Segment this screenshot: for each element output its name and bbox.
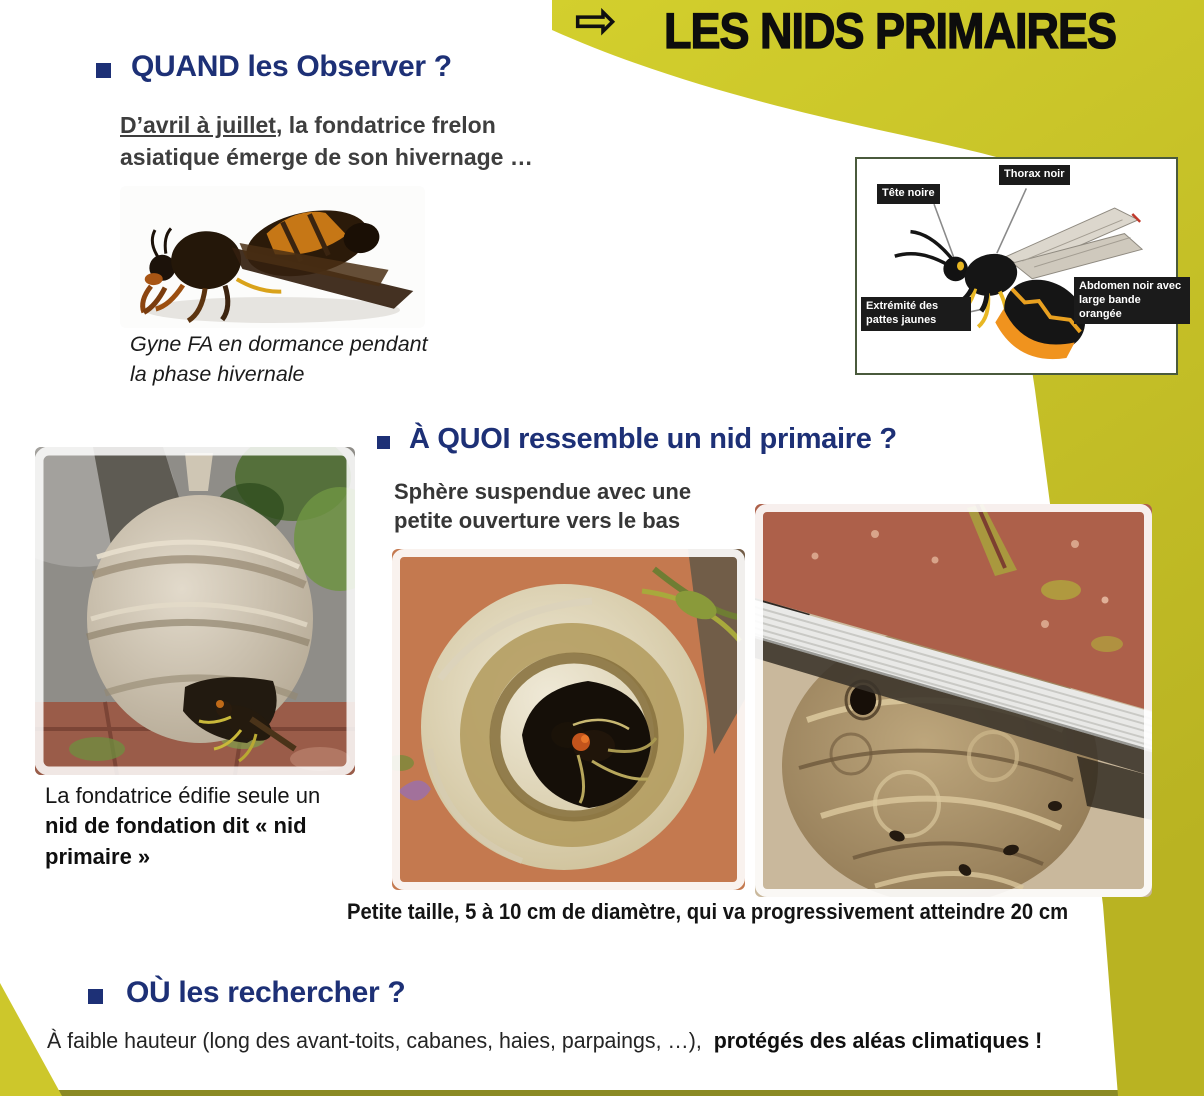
ou-text-bold: protégés des aléas climatiques ! [713,1028,1043,1053]
intro-underlined: D’avril à juillet [120,112,276,138]
ou-text-regular: À faible hauteur (long des avant-toits, cabanes, haies, parpaings, …), [47,1028,708,1053]
heading-aquoi: À QUOI ressemble un nid primaire ? [409,423,897,455]
nest-hanging-illustration [35,447,355,775]
heading-quand: QUAND les Observer ? [131,50,452,83]
diagram-label-pattes: Extrémité des pattes jaunes [861,297,971,331]
diagram-label-thorax: Thorax noir [999,165,1070,185]
nest-size-note: Petite taille, 5 à 10 cm de diamètre, qui va progressivement atteindre 20 cm [347,899,1069,924]
photo-nest-opening [392,549,745,890]
arrow-icon: ⇨ [574,0,618,51]
bullet-square-ou [88,989,103,1004]
diagram-label-tete: Tête noire [877,184,940,204]
nest-caption-bold: nid de fondation dit « nid primaire » [45,813,307,869]
nest-opening-illustration [392,549,745,890]
page-title: LES NIDS PRIMAIRES [664,2,1117,60]
photo-nest-hanging [35,447,355,775]
intro-paragraph [120,110,590,173]
gyne-hornet-illustration [120,186,425,328]
heading-ou: OÙ les rechercher ? [126,976,406,1009]
photo-gyne-hornet [120,186,425,328]
bullet-square-aquoi [377,436,390,449]
nest-left-caption [45,781,335,872]
intro-rest: , la fondatrice frelon asiatique émerge de son hivernage … [120,112,533,170]
bottom-edge-strip [0,1090,1204,1096]
diagram-label-abdomen: Abdomen noir avec large bande orangée [1074,277,1190,324]
photo-nest-under-roof [755,504,1152,897]
aquoi-subtext: Sphère suspendue avec une petite ouverture vers le bas [394,479,692,534]
hornet-id-diagram [855,157,1182,375]
bullet-square-quand [96,63,111,78]
gyne-caption: Gyne FA en dormance pendant la phase hivernale [130,332,428,386]
ou-paragraph [47,1028,1042,1054]
nest-caption-regular: La fondatrice édifie seule un [45,783,321,808]
nest-under-roof-illustration [755,504,1152,897]
